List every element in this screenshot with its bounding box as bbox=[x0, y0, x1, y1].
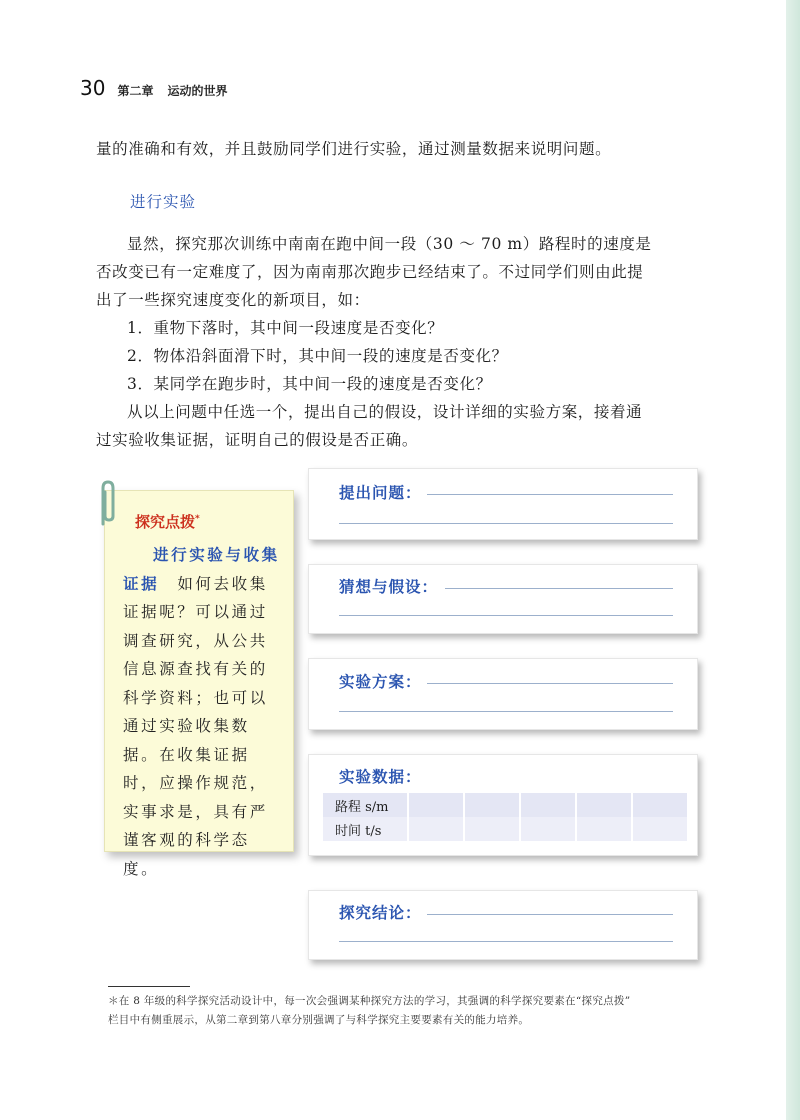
footnote-line: ＊在 8 年级的科学探究活动设计中，每一次会强调某种探究方法的学习，其强调的科学探究要素在“探究点拨” bbox=[108, 995, 631, 1007]
tip-title-text: 探究点拨 bbox=[135, 513, 196, 531]
paragraph-line: 出了一些探究速度变化的新项目，如： bbox=[96, 291, 370, 309]
hypothesis-card bbox=[308, 564, 698, 634]
paragraph-line: 从以上问题中任选一个，提出自己的假设，设计详细的实验方案，接着通 bbox=[127, 403, 643, 421]
tip-body: 如何去收集证据呢？可以通过调查研究，从公共信息源查找有关的科学资料；也可以通过实验收集数据。在收集证据时，应操作规范，实事求是，具有严谨客观的科学态度。 bbox=[123, 574, 268, 878]
conclusion-label: 探究结论： bbox=[339, 904, 422, 922]
table-cell[interactable] bbox=[577, 817, 631, 841]
paragraph-line: 显然，探究那次训练中南南在跑中间一段（30 ～ 70 m）路程时的速度是 bbox=[127, 235, 652, 253]
footnote bbox=[108, 992, 708, 1030]
table-row bbox=[323, 793, 687, 817]
paperclip-icon bbox=[96, 480, 118, 526]
data-label: 实验数据： bbox=[339, 768, 422, 786]
list-item: 1．重物下落时，其中间一段速度是否变化？ bbox=[127, 319, 444, 337]
paragraph-line: 否改变已有一定难度了，因为南南那次跑步已经结束了。不过同学们则由此提 bbox=[96, 263, 644, 281]
table-cell[interactable] bbox=[409, 817, 463, 841]
tip-text bbox=[123, 541, 281, 883]
list-item: 3．某同学在跑步时，其中间一段的速度是否变化？ bbox=[127, 375, 492, 393]
chapter-number: 第二章 bbox=[117, 84, 154, 98]
answer-line bbox=[427, 683, 673, 684]
footnote-line: 栏目中有侧重展示，从第二章到第八章分别强调了与科学探究主要要素有关的能力培养。 bbox=[108, 1014, 530, 1026]
answer-line bbox=[339, 941, 673, 942]
section-title: 进行实验 bbox=[130, 193, 197, 211]
table-cell[interactable] bbox=[521, 793, 575, 817]
data-table bbox=[321, 793, 689, 841]
table-cell[interactable] bbox=[633, 793, 687, 817]
list-item: 2．物体沿斜面滑下时，其中间一段的速度是否变化？ bbox=[127, 347, 508, 365]
question-label: 提出问题： bbox=[339, 484, 422, 502]
tip-bold-heading: 进行实验与收 bbox=[153, 546, 262, 564]
plan-card bbox=[308, 658, 698, 730]
intro-paragraph bbox=[96, 135, 706, 163]
table-cell[interactable] bbox=[577, 793, 631, 817]
tip-box bbox=[104, 490, 294, 878]
answer-line bbox=[339, 523, 673, 524]
page-number: 30 bbox=[80, 76, 106, 100]
answer-line bbox=[427, 494, 673, 495]
answer-line bbox=[427, 914, 673, 915]
main-text bbox=[96, 230, 706, 454]
chapter-heading bbox=[117, 82, 227, 99]
tip-bold-heading-cont: 集证据 bbox=[123, 546, 280, 593]
paragraph-line: 过实验收集证据，证明自己的假设是否正确。 bbox=[96, 431, 419, 449]
row-header-distance: 路程 s/m bbox=[323, 793, 407, 817]
footnote-divider bbox=[108, 986, 190, 987]
table-cell[interactable] bbox=[465, 793, 519, 817]
data-card bbox=[308, 754, 698, 856]
hypothesis-label: 猜想与假设： bbox=[339, 578, 439, 596]
answer-line bbox=[445, 588, 673, 589]
tip-title bbox=[135, 511, 200, 532]
question-card bbox=[308, 468, 698, 540]
answer-line bbox=[339, 711, 673, 712]
page-header bbox=[80, 76, 227, 100]
conclusion-card bbox=[308, 890, 698, 960]
answer-line bbox=[339, 615, 673, 616]
table-row bbox=[323, 817, 687, 841]
paragraph-line: 量的准确和有效，并且鼓励同学们进行实验，通过测量数据来说明问题。 bbox=[96, 140, 612, 158]
table-cell[interactable] bbox=[465, 817, 519, 841]
row-header-time: 时间 t/s bbox=[323, 817, 407, 841]
page-edge-stripe bbox=[786, 0, 800, 1120]
footnote-marker: * bbox=[195, 514, 200, 524]
table-cell[interactable] bbox=[633, 817, 687, 841]
table-cell[interactable] bbox=[409, 793, 463, 817]
chapter-title: 运动的世界 bbox=[167, 84, 228, 98]
plan-label: 实验方案： bbox=[339, 673, 422, 691]
table-cell[interactable] bbox=[521, 817, 575, 841]
